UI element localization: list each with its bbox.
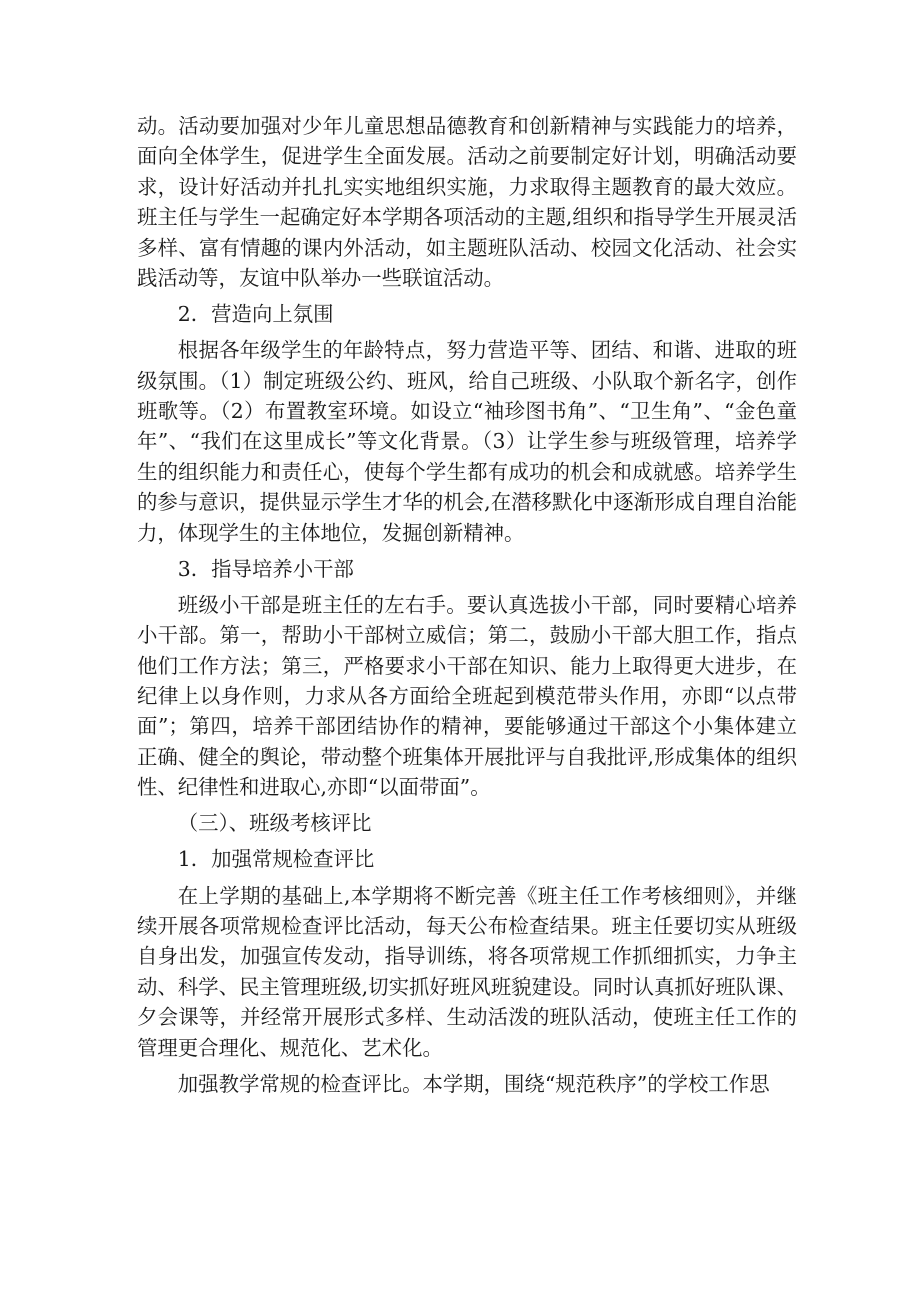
document-body [137,111,797,1105]
paragraph-teaching-inspection: 加强教学常规的检查评比。本学期，围绕“规范秩序”的学校工作思 [177,1071,770,1096]
heading-create-atmosphere: 2．营造向上氛围 [177,302,334,327]
paragraph-class-atmosphere: 根据各年级学生的年龄特点，努力营造平等、团结、和谐、进取的班级氛围。（1）制定班级公约、班风，给自己班级、小队取个新名字，创作班歌等。（2）布置教室环境。如设立“袖珍图书角”、“卫生角”、“金色童年”、“我们在这里成长”等文化背景。（3）让学生参与班级管理，培养学生的组织能力和责任心，使每个学生都有成功的机会和成就感。培养学生的参与意识，提供显示学生才华的机会,在潜移默化中逐渐形成自理自治能力，体现学生的主体地位，发掘创新精神。 [137,338,797,545]
paragraph-class-cadres: 班级小干部是班主任的左右手。要认真选拔小干部，同时要精心培养小干部。第一，帮助小干部树立威信；第二，鼓励小干部大胆工作，指点他们工作方法；第三，严格要求小干部在知识、能力上取得更大进步，在纪律上以身作则，力求从各方面给全班起到模范带头作用，亦即“以点带面”；第四，培养干部团结协作的精神，要能够通过干部这个小集体建立正确、健全的舆论，带动整个班集体开展批评与自我批评,形成集体的组织性、纪律性和进取心,亦即“以面带面”。 [137,592,797,800]
heading-train-class-cadres: 3．指导培养小干部 [177,556,354,581]
heading-routine-inspection: 1．加强常规检查评比 [177,847,375,872]
paragraph-routine-inspection: 在上学期的基础上,本学期将不断完善《班主任工作考核细则》，并继续开展各项常规检查评比活动，每天公布检查结果。班主任要切实从班级自身出发，加强宣传发动，指导训练，将各项常规工作抓细抓实，力争主动、科学、民主管理班级,切实抓好班风班貌建设。同时认真抓好班队课、夕会课等，并经常开展形式多样、生动活泼的班队活动，使班主任工作的管理更合理化、规范化、艺术化。 [137,883,797,1060]
heading-class-assessment: （三）、班级考核评比 [177,811,372,836]
paragraph-activities-continued: 动。活动要加强对少年儿童思想品德教育和创新精神与实践能力的培养，面向全体学生，促进学生全面发展。活动之前要制定好计划，明确活动要求，设计好活动并扎扎实实地组织实施，力求取得主题教育的最大效应。班主任与学生一起确定好本学期各项活动的主题,组织和指导学生开展灵活多样、富有情趣的课内外活动，如主题班队活动、校园文化活动、社会实践活动等，友谊中队举办一些联谊活动。 [137,114,797,291]
